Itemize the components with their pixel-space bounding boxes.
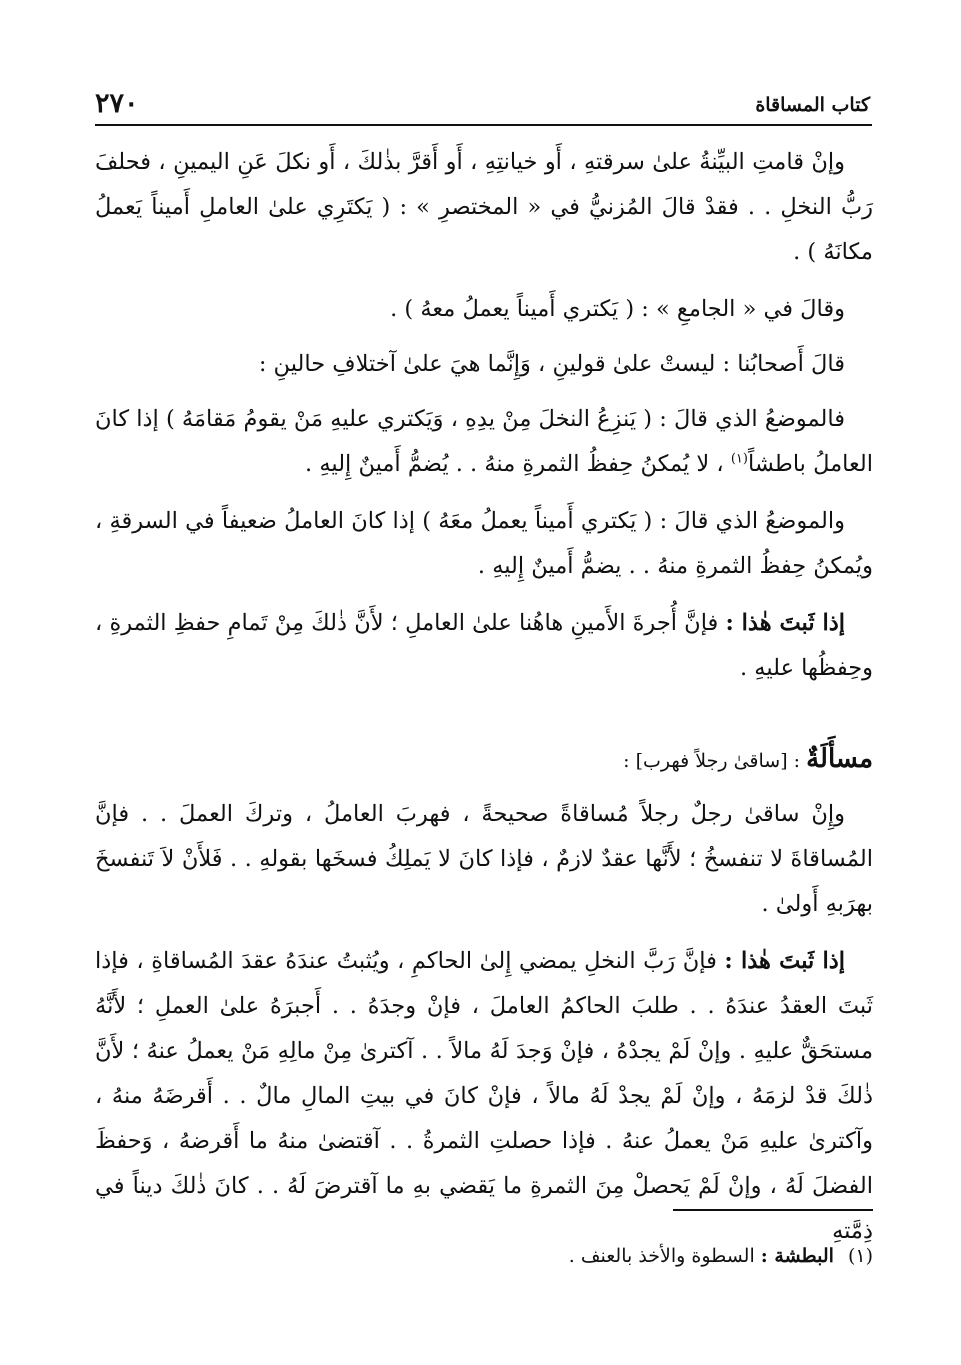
paragraph-8 [95, 939, 873, 1254]
paragraph-6-text: فإنَّ أُجرةَ الأَمينِ هاهُنا علىٰ العاملِ ؛ لأَنَّ ذٰلكَ مِنْ تَمامِ حفظِ الثمرةِ ، وحِفظُها عليهِ . [95, 610, 873, 681]
paragraph-4-text: فالموضعُ الذي قالَ : ( يَنزِعُ النخلَ مِنْ يدِهِ ، وَيَكتري عليهِ مَنْ يقومُ مَقامَهُ ) إذا كانَ العاملُ باطشاً [95, 406, 873, 477]
footnote-text: السطوة والأخذ بالعنف . [568, 1245, 761, 1267]
paragraph-6 [95, 601, 873, 691]
issue-label: مسأَلَةٌ [806, 744, 873, 774]
paragraph-8-lead: إذا ثَبتَ هٰذا : [724, 948, 846, 974]
issue-title: : [ساقىٰ رجلاً فهرب] : [623, 750, 807, 772]
paragraph-7: وإِنْ ساقىٰ رجلٌ رجلاً مُساقاةً صحيحةً ، فهربَ العاملُ ، وتركَ العملَ . . فإنَّ المُساقاةَ لا تنفسخُ ؛ لأَنَّها عقدٌ لازمٌ ، فإذا كانَ لا يَملِكُ فسخَها بقولهِ . . فَلأَنْ لاَ تَنفسخَ بهرَبهِ أَولىٰ . [95, 801, 873, 917]
paragraph-6-lead: إذا ثَبتَ هٰذا : [725, 610, 845, 636]
footnote [95, 1238, 873, 1274]
paragraph-3: قالَ أَصحابُنا : ليستْ علىٰ قولينِ ، وَإِنَّما هيَ علىٰ آختلافِ حالينِ : [258, 351, 845, 377]
paragraph-8-text: فإنَّ رَبَّ النخلِ يمضي إِلىٰ الحاكمِ ، ويُثبتُ عندَهُ عقدَ المُساقاةِ ، فإذا ثَبتَ العقدُ عندَهُ . . طلبَ الحاكمُ العاملَ ، فإنْ وجدَهُ . . أَجبرَهُ علىٰ العملِ ؛ لأَنَّهُ مستحَقٌّ عليهِ . وإنْ لَمْ يجدْهُ ، فإنْ وَجدَ لَهُ مالاً . . آكترىٰ مِنْ مالِهِ مَنْ يعملُ عنهُ ؛ لأَنَّ ذٰلكَ قدْ لزمَهُ ، وإنْ لَمْ يجدْ لَهُ مالاً ، فإنْ كانَ في بيتِ المالِ مالٌ . . أَقرضَهُ منهُ ، وآكترىٰ عليهِ مَنْ يعملُ عنهُ . فإذا حصلتِ الثمرةُ . . آقتضىٰ منهُ ما أَقرضهُ ، وَحفظَ الفضلَ لَهُ ، وإنْ لَمْ يَحصلْ مِنَ الثمرةِ ما يَقضي بهِ ما آقترضَ لَهُ . . كانَ ذٰلكَ ديناً في ذِمَّتهِ [95, 948, 873, 1244]
paragraph-1: وإنْ قامتِ البيِّنةُ علىٰ سرقتهِ ، أَو خيانتِهِ ، أَو أَقرَّ بذٰلكَ ، أَو نكلَ عَنِ اليمينِ ، فحلفَ رَبُّ النخلِ . . فقدْ قالَ المُزنيُّ في « المختصرِ » : ( يَكتَرِي علىٰ العاملِ أَميناً يَعملُ مكانَهُ ) . [95, 149, 873, 265]
paragraph-5: والموضعُ الذي قالَ : ( يَكتري أَميناً يعملُ معَهُ ) إذا كانَ العاملُ ضعيفاً في السرقةِ ، ويُمكنُ حِفظُ الثمرةِ منهُ . . يضمُّ أَمينٌ إِليهِ . [95, 508, 873, 579]
running-header [95, 88, 870, 122]
chapter-title: كتاب المساقاة [755, 94, 870, 116]
paragraph-4 [95, 397, 873, 487]
issue-heading [95, 737, 873, 784]
paragraph-4-continuation: ، لا يُمكنُ حِفظُ الثمرةِ منهُ . . يُضمُّ أَمينٌ إِليهِ . [305, 451, 731, 477]
footnote-reference: (١) [730, 451, 748, 467]
footnote-number: (١) [847, 1245, 873, 1267]
paragraph-2: وقالَ في « الجامعِ » : ( يَكتري أَميناً يعملُ معهُ ) . [390, 296, 845, 322]
page-number: ٢٧٠ [95, 88, 139, 119]
main-text [95, 140, 873, 1266]
header-rule [95, 124, 872, 126]
footnote-term: البطشة : [760, 1245, 834, 1267]
footnote-rule [673, 1209, 873, 1211]
